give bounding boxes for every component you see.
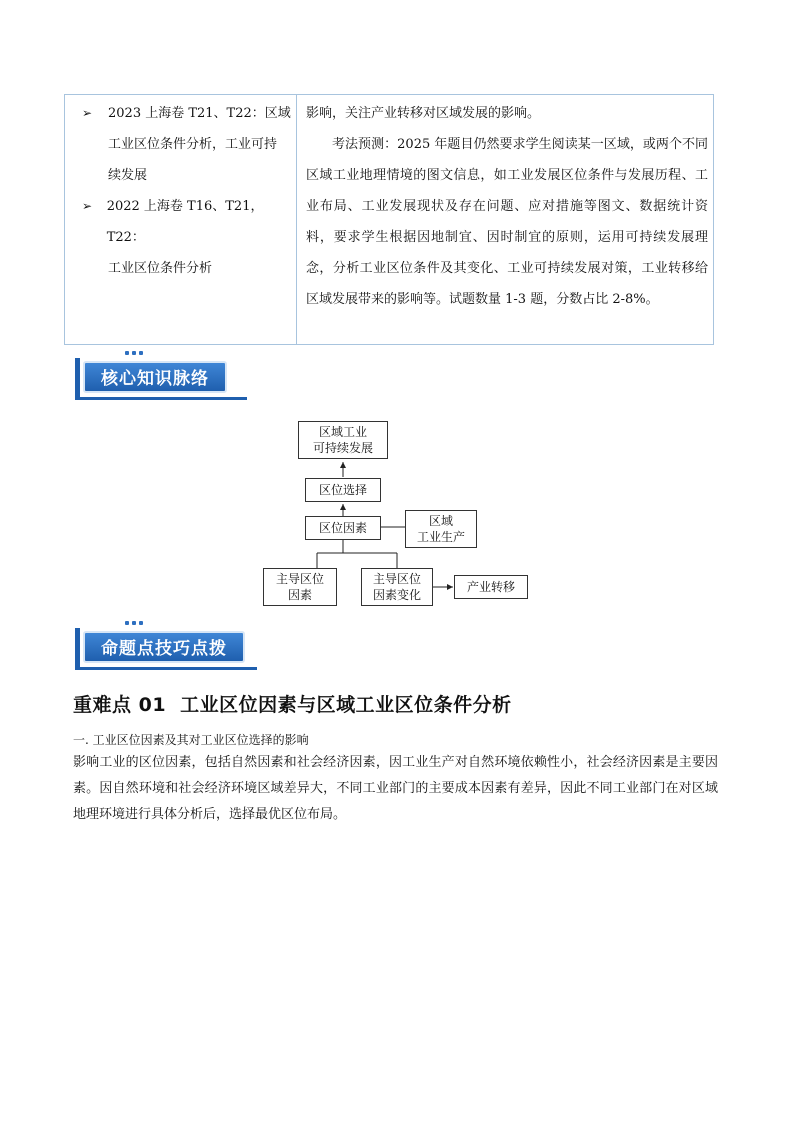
heading-title: 工业区位因素与区域工业区位条件分析 [180, 694, 512, 716]
heading-number: 重难点 01 [73, 694, 167, 716]
exam-list [82, 98, 292, 284]
badge-bar [75, 358, 80, 398]
arrow-bullet-icon: ➢ [82, 199, 93, 213]
exam-item-line: 续发展 [108, 168, 148, 183]
exam-analysis [306, 98, 708, 315]
badge-dots [125, 351, 143, 355]
analysis-lead: 影响，关注产业转移对区域发展的影响。 [306, 106, 541, 121]
badge-label: 命题点技巧点拨 [83, 631, 245, 663]
badge-bar [75, 628, 80, 668]
section-badge-techniques [75, 628, 260, 668]
exam-item-line: 工业区位条件分析 [108, 261, 213, 276]
analysis-forecast: 考法预测：2025 年题目仍然要求学生阅读某一区域，或两个不同区域工业地理情境的图文信息，如工业发展区位条件与发展历程、工业布局、工业发展现状及存在问题、应对措施等图文、数据统计资料，要求学生根据因地制宜、因时制宜的原则，运用可持续发展理念，分析工业区位条件及其变化、工业可持续发展对策，工业转移给区域发展带来的影响等。试题数量 1-3 题，分数占比 2-8%。 [306, 137, 708, 307]
badge-underline [75, 667, 257, 670]
exam-item-2023 [82, 98, 292, 129]
node-factor-change: 主导区位 因素变化 [361, 568, 433, 606]
table-column-divider [296, 94, 297, 345]
exam-item-line: 2022 上海卷 T16、T21，T22： [106, 199, 264, 245]
section-heading [73, 690, 512, 717]
section-badge-knowledge [75, 358, 250, 398]
node-dominant-factors: 主导区位 因素 [263, 568, 337, 606]
body-paragraph: 影响工业的区位因素，包括自然因素和社会经济因素，因工业生产对自然环境依赖性小，社会经济因素是主要因素。因自然环境和社会经济环境区域差异大，不同工业部门的主要成本因素有差异，因此不同工业部门在对区域地理环境进行具体分析后，选择最优区位布局。 [73, 755, 718, 822]
arrow-bullet-icon: ➢ [82, 106, 93, 120]
node-industrial-production: 区域 工业生产 [405, 510, 477, 548]
badge-dots [125, 621, 143, 625]
node-location-factors: 区位因素 [305, 516, 381, 540]
exam-item-line: 工业区位条件分析，工业可持 [108, 137, 278, 152]
node-location-choice: 区位选择 [305, 478, 381, 502]
node-sustainable-development: 区域工业 可持续发展 [298, 421, 388, 459]
knowledge-flow-diagram [255, 415, 545, 610]
exam-item-2022 [82, 191, 292, 253]
subheading: 一. 工业区位因素及其对工业区位选择的影响 [73, 733, 309, 747]
badge-underline [75, 397, 247, 400]
exam-item-line: 2023 上海卷 T21、T22：区域 [108, 106, 291, 121]
badge-label: 核心知识脉络 [83, 361, 227, 393]
node-industry-transfer: 产业转移 [454, 575, 528, 599]
